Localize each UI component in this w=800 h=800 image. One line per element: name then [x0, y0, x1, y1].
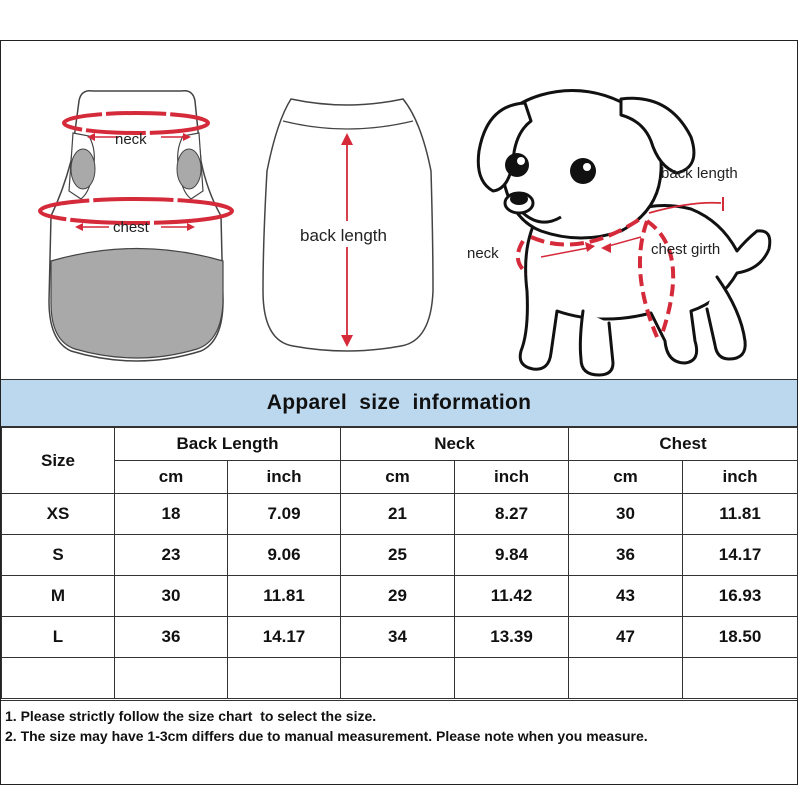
unit-header: cm	[341, 461, 455, 494]
table-cell: 16.93	[683, 576, 798, 617]
size-header: Size	[2, 428, 115, 494]
table-cell: 21	[341, 494, 455, 535]
size-cell: L	[2, 617, 115, 658]
unit-header: cm	[115, 461, 228, 494]
table-cell: 23	[115, 535, 228, 576]
table-cell: 14.17	[228, 617, 341, 658]
table-row	[2, 494, 798, 535]
table-cell: 13.39	[455, 617, 569, 658]
group-header: Neck	[341, 428, 569, 461]
size-cell: XS	[2, 494, 115, 535]
size-cell: M	[2, 576, 115, 617]
unit-header: inch	[683, 461, 798, 494]
table-row	[2, 576, 798, 617]
table-header-row	[2, 428, 798, 461]
table-cell: 25	[341, 535, 455, 576]
note-item: 1. Please strictly follow the size chart to select the size.	[5, 708, 377, 724]
unit-header: cm	[569, 461, 683, 494]
table-unit-row	[2, 461, 798, 494]
back-length-label: back length	[300, 226, 387, 245]
note-item: 2. The size may have 1-3cm differs due to manual measurement. Please note when you measure.	[5, 728, 648, 744]
dog-neck-label: neck	[467, 245, 499, 262]
table-row-empty	[2, 658, 798, 699]
table-cell: 14.17	[683, 535, 798, 576]
table-cell: 11.42	[455, 576, 569, 617]
table-cell: 9.06	[228, 535, 341, 576]
table-cell: 7.09	[228, 494, 341, 535]
table-cell: 36	[569, 535, 683, 576]
notes	[1, 700, 797, 784]
table-cell: 47	[569, 617, 683, 658]
page-title: Apparel size information	[266, 391, 532, 414]
table-cell: 34	[341, 617, 455, 658]
dog-back-length-label: back length	[661, 165, 738, 182]
unit-header: inch	[228, 461, 341, 494]
table-cell: 11.81	[683, 494, 798, 535]
group-header: Chest	[569, 428, 798, 461]
size-chart-frame	[0, 40, 798, 785]
table-cell: 9.84	[455, 535, 569, 576]
dog-chest-girth-label: chest girth	[651, 241, 721, 258]
group-header: Back Length	[115, 428, 341, 461]
table-cell: 30	[115, 576, 228, 617]
illustration-area	[1, 41, 797, 379]
unit-header: inch	[455, 461, 569, 494]
table-cell: 36	[115, 617, 228, 658]
table-row	[2, 535, 798, 576]
title-band	[1, 379, 797, 427]
table-cell: 18.50	[683, 617, 798, 658]
size-table	[1, 427, 798, 699]
table-cell: 30	[569, 494, 683, 535]
table-cell: 43	[569, 576, 683, 617]
front-neck-label: neck	[115, 131, 147, 148]
front-chest-label: chest	[113, 219, 149, 236]
size-cell: S	[2, 535, 115, 576]
dog-illustration	[1, 41, 797, 379]
table-cell: 8.27	[455, 494, 569, 535]
table-cell: 11.81	[228, 576, 341, 617]
table-cell: 29	[341, 576, 455, 617]
table-row	[2, 617, 798, 658]
table-cell: 18	[115, 494, 228, 535]
